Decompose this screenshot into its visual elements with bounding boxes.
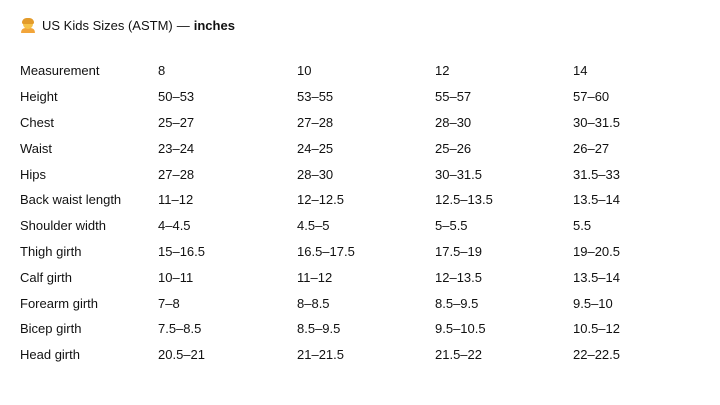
size-value: 57–60 bbox=[573, 89, 610, 105]
size-value: 50–53 bbox=[158, 89, 195, 105]
measurement-label: Shoulder width bbox=[20, 218, 106, 234]
size-value: 13.5–14 bbox=[573, 269, 620, 285]
measurement-label: Back waist length bbox=[20, 192, 122, 208]
size-value: 10.5–12 bbox=[573, 321, 620, 337]
size-value: 16.5–17.5 bbox=[297, 243, 355, 259]
size-value: 31.5–33 bbox=[573, 166, 620, 182]
measurement-label: Chest bbox=[20, 114, 54, 130]
size-value: 5.5 bbox=[573, 218, 592, 234]
size-value: 26–27 bbox=[573, 140, 610, 156]
size-value: 12–13.5 bbox=[435, 269, 482, 285]
size-value: 30–31.5 bbox=[435, 166, 482, 182]
size-value: 22–22.5 bbox=[573, 347, 620, 363]
child-emoji-icon bbox=[20, 17, 36, 33]
size-value: 21–21.5 bbox=[297, 347, 344, 363]
table-header-row bbox=[20, 58, 663, 84]
size-value: 20.5–21 bbox=[158, 347, 205, 363]
size-value: 7.5–8.5 bbox=[158, 321, 202, 337]
size-value: 19–20.5 bbox=[573, 243, 620, 259]
measurement-label: Calf girth bbox=[20, 269, 73, 285]
size-value: 25–27 bbox=[158, 114, 195, 130]
size-value: 21.5–22 bbox=[435, 347, 482, 363]
size-value: 10–11 bbox=[158, 269, 194, 285]
measurement-label: Bicep girth bbox=[20, 321, 82, 337]
measurement-label: Forearm girth bbox=[20, 295, 99, 311]
size-value: 5–5.5 bbox=[435, 218, 468, 234]
size-value: 15–16.5 bbox=[158, 243, 205, 259]
size-value: 27–28 bbox=[158, 166, 195, 182]
table-row bbox=[20, 187, 663, 213]
size-value: 13.5–14 bbox=[573, 192, 620, 208]
size-value: 30–31.5 bbox=[573, 114, 620, 130]
size-value: 11–12 bbox=[297, 269, 333, 285]
table-row bbox=[20, 316, 663, 342]
measurement-label: Waist bbox=[20, 140, 53, 156]
table-row bbox=[20, 110, 663, 136]
table-row bbox=[20, 84, 663, 110]
header-size-10: 10 bbox=[297, 63, 312, 79]
measurement-label: Thigh girth bbox=[20, 243, 82, 259]
header-size-12: 12 bbox=[435, 63, 450, 79]
page-title bbox=[20, 15, 235, 35]
size-value: 12–12.5 bbox=[297, 192, 344, 208]
table-row bbox=[20, 264, 663, 290]
size-value: 8.5–9.5 bbox=[435, 295, 479, 311]
size-value: 8–8.5 bbox=[297, 295, 330, 311]
table-row bbox=[20, 213, 663, 239]
size-value: 7–8 bbox=[158, 295, 180, 311]
title-text: US Kids Sizes (ASTM) bbox=[42, 17, 173, 33]
title-separator: — bbox=[176, 17, 190, 33]
title-unit: inches bbox=[193, 17, 235, 33]
header-measurement: Measurement bbox=[20, 63, 100, 79]
header-size-14: 14 bbox=[573, 63, 588, 79]
size-value: 27–28 bbox=[297, 114, 334, 130]
size-value: 9.5–10.5 bbox=[435, 321, 486, 337]
size-value: 12.5–13.5 bbox=[435, 192, 493, 208]
measurement-label: Head girth bbox=[20, 347, 80, 363]
size-value: 23–24 bbox=[158, 140, 195, 156]
size-value: 8.5–9.5 bbox=[297, 321, 341, 337]
size-value: 25–26 bbox=[435, 140, 472, 156]
size-table bbox=[20, 58, 663, 368]
table-row bbox=[20, 161, 663, 187]
size-value: 4.5–5 bbox=[297, 218, 330, 234]
size-value: 55–57 bbox=[435, 89, 472, 105]
measurement-label: Height bbox=[20, 89, 58, 105]
table-row bbox=[20, 135, 663, 161]
size-value: 4–4.5 bbox=[158, 218, 191, 234]
table-row bbox=[20, 290, 663, 316]
measurement-label: Hips bbox=[20, 166, 47, 182]
size-value: 28–30 bbox=[435, 114, 472, 130]
header-size-8: 8 bbox=[158, 63, 166, 79]
size-value: 9.5–10 bbox=[573, 295, 613, 311]
table-row bbox=[20, 239, 663, 265]
size-value: 17.5–19 bbox=[435, 243, 482, 259]
size-value: 28–30 bbox=[297, 166, 334, 182]
size-value: 53–55 bbox=[297, 89, 334, 105]
size-value: 11–12 bbox=[158, 192, 194, 208]
table-row bbox=[20, 342, 663, 368]
size-value: 24–25 bbox=[297, 140, 334, 156]
